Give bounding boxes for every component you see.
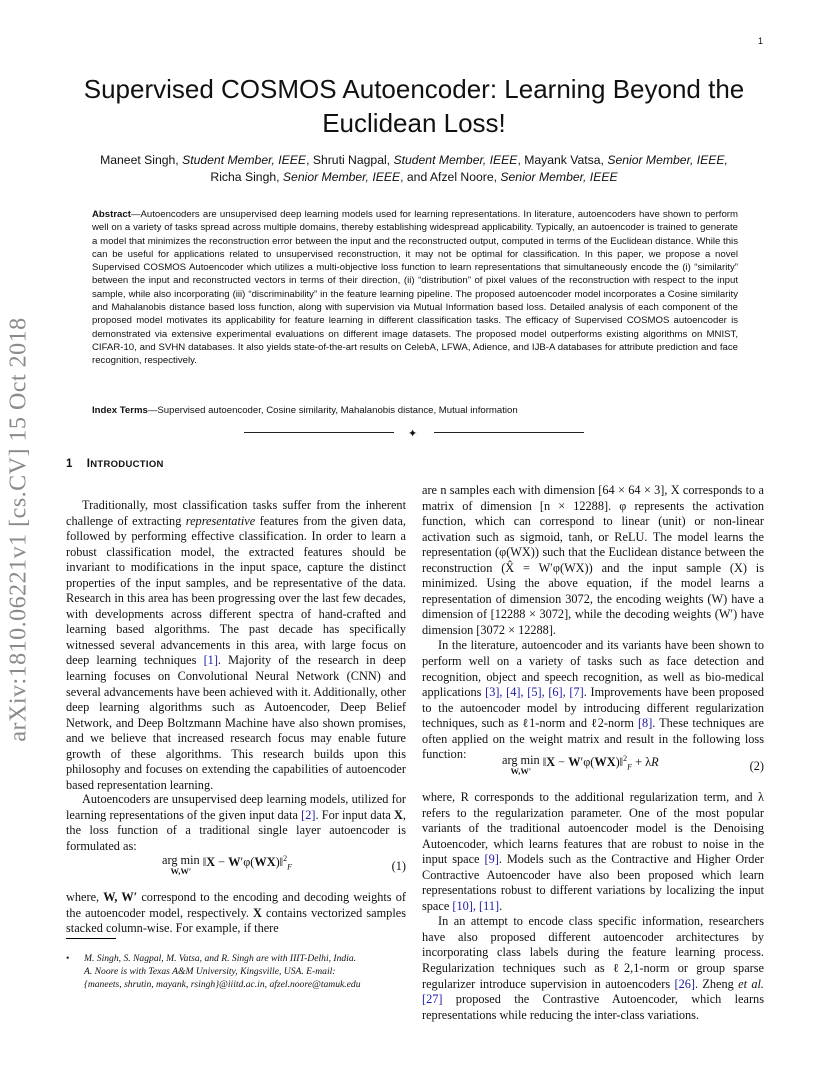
author-name: , Shruti Nagpal, bbox=[306, 153, 394, 167]
text-run: Autoencoders are unsupervised deep learning models, utilized for learning representations of the given input data bbox=[66, 792, 406, 822]
citation-link[interactable]: [2] bbox=[301, 807, 316, 822]
left-column-paragraph-1 bbox=[66, 498, 406, 793]
index-terms-text: —Supervised autoencoder, Cosine similarity, Mahalanobis distance, Mutual information bbox=[147, 405, 518, 416]
left-column-paragraph-2 bbox=[66, 792, 406, 854]
page-number: 1 bbox=[758, 36, 764, 46]
citation-link[interactable]: [8] bbox=[637, 716, 653, 731]
bullet-icon: • bbox=[66, 953, 70, 964]
equation-body: arg min W,W′ ‖X − W′φ(WX)‖$^2_F$ bbox=[162, 853, 293, 876]
right-column-paragraph-2 bbox=[422, 790, 764, 1023]
author-role: Student Member, IEEE bbox=[393, 153, 518, 167]
text-run: proposed the Contrastive Autoencoder, which learns representations while reducing the inter-class variations. bbox=[422, 992, 764, 1022]
arxiv-stamp: arXiv:1810.06221v1 [cs.CV] 15 Oct 2018 bbox=[5, 317, 32, 742]
text-run: features from the given data, followed by performing effective classification. In order to learn a robust classification model, the extracted features should be invariant to modifications in the input space, capture the distinct properties of the input samples, and be representative of the data. Research in this area has been progressing over the last few decades, with developments across different spectra of hand-crafted and learning based algorithms. The past decade has specifically witnessed several advancements in this area, with large focus on deep learning techniques bbox=[66, 513, 406, 668]
text-run: Traditionally, most classification tasks suffer from the inherent challenge of extracting bbox=[66, 498, 406, 528]
equation-body: arg min W,W′ ‖X − W′φ(WX)‖$^2_F$ + λR bbox=[502, 753, 659, 776]
section-heading bbox=[66, 458, 164, 470]
text-run: , the loss function of a traditional single layer autoencoder is formulated as: bbox=[66, 807, 406, 853]
separator-line-right bbox=[434, 432, 584, 433]
paper-title: Supervised COSMOS Autoencoder: Learning Beyond the Euclidean Loss! bbox=[83, 74, 745, 138]
abstract-label: Abstract bbox=[92, 209, 131, 220]
equation-1 bbox=[66, 855, 406, 887]
text-run: contains vectorized samples stacked column-wise. For example, if there bbox=[66, 905, 406, 936]
author-role: Senior Member, IEEE bbox=[282, 170, 401, 184]
equation-number: (2) bbox=[749, 759, 764, 773]
author-name: Maneet Singh, bbox=[100, 153, 183, 167]
author-role: Senior Member, IEEE, bbox=[607, 153, 728, 167]
citation-link[interactable]: [3], [4], [5], [6], [7] bbox=[485, 685, 584, 700]
footnote-line: {maneets, shrutin, mayank, rsingh}@iiitd.ac.in, afzel.noore@tamuk.edu bbox=[84, 979, 361, 991]
section-title-rest: NTRODUCTION bbox=[90, 459, 164, 470]
right-column-paragraph-1 bbox=[422, 483, 764, 763]
footnote-rule bbox=[66, 938, 116, 939]
text-run: In the literature, autoencoder and its variants have been shown to perform well on a variety of tasks such as face detection and recognition, object and speech recognition, as well as bio-medical applications bbox=[422, 638, 764, 700]
math-symbol: X bbox=[253, 905, 262, 920]
index-terms-label: Index Terms bbox=[92, 405, 148, 416]
text-run: where, R corresponds to the additional regularization term, and λ refers to the regularization parameter. One of the most popular variants of the traditional autoencoder model is the Denoising Autoencoder, which learns features that are robust to noise in the input space bbox=[422, 790, 764, 867]
citation-link[interactable]: [1] bbox=[203, 653, 218, 668]
footnote bbox=[66, 952, 406, 992]
math-symbol: X bbox=[394, 807, 403, 822]
text-run: . Zheng bbox=[694, 976, 739, 991]
text-run: . Models such as the Contractive and Higher Order Contractive Autoencoder have also been proposed which learn representations robust to different variations by localizing the input space bbox=[422, 852, 764, 913]
emphasis: representative bbox=[185, 513, 256, 528]
section-number: 1 bbox=[66, 458, 73, 470]
separator-line-left bbox=[244, 432, 394, 433]
index-terms bbox=[92, 404, 738, 417]
author-role: Student Member, IEEE bbox=[182, 153, 307, 167]
equation-2 bbox=[422, 755, 764, 787]
equation-number: (1) bbox=[391, 859, 406, 873]
text-run: . For input data bbox=[315, 807, 395, 822]
text-run: . Majority of the research in deep learning focuses on Convolutional Neural Network (CNN) and several advancements have been achieved with it. Additionally, other deep learning algorithms such as Autoencoder, Deep Belief Network, and Deep Boltzmann Machine have also shown promises, and we believe that increased research focus may enable future growth of these algorithms. This research builds upon this philosophy and focuses on extending the capabilities of autoencoder based representation learning. bbox=[66, 653, 406, 792]
left-column-paragraph-3 bbox=[66, 890, 406, 937]
emphasis: et al. bbox=[738, 976, 764, 991]
author-name: , and Afzel Noore, bbox=[400, 170, 501, 184]
section-separator bbox=[244, 428, 584, 438]
citation-link[interactable]: [10], [11] bbox=[452, 898, 500, 913]
text-run: . bbox=[499, 898, 503, 913]
section-title-initial: I bbox=[86, 458, 91, 470]
citation-link[interactable]: [9] bbox=[484, 852, 499, 867]
abstract-text: —Autoencoders are unsupervised deep learning models used for learning representations. In literature, autoencoders have shown to perform well on a variety of tasks spread across multiple domains, thereby establishing widespread applicability. Typically, an autoencoder is trained to generate a model that minimizes the reconstruction error between the input and the reconstructed output, computed in terms of the Euclidean distance. While this can be useful for applications related to unsupervised reconstruction, it may not be optimal for classification. In this paper, we propose a novel Supervised COSMOS Autoencoder which utilizes a multi-objective loss function to learn representations that simultaneously encode the (i) “similarity” between the input and reconstructed vectors in terms of their direction, (ii) “distribution” of pixel values of the reconstruction with respect to the input sample, while also incorporating (iii) “discriminability” in the feature learning pipeline. The proposed autoencoder model incorporates a Cosine similarity and Mahalanobis distance based loss function, along with supervision via Mutual Information based loss. Detailed analysis of each component of the proposed model motivates its applicability for feature learning in different classification tasks. The efficacy of Supervised COSMOS autoencoder is demonstrated via extensive experimental evaluations on different image datasets. The proposed model outperforms existing algorithms on MNIST, CIFAR-10, and SVHN databases. It also yields state-of-the-art results on CelebA, LFWA, Adience, and IJB-A databases for attribute prediction and face recognition, respectively. bbox=[92, 209, 738, 367]
author-list bbox=[56, 152, 772, 186]
diamond-icon: ✦ bbox=[408, 427, 418, 440]
math-symbol: W, W′ bbox=[103, 890, 138, 904]
footnote-line: M. Singh, S. Nagpal, M. Vatsa, and R. Singh are with IIIT-Delhi, India. bbox=[84, 953, 357, 964]
author-name: Richa Singh, bbox=[210, 170, 283, 184]
abstract bbox=[92, 208, 738, 368]
citation-link[interactable]: [26] bbox=[674, 976, 695, 991]
footnote-line: A. Noore is with Texas A&M University, Kingsville, USA. E-mail: bbox=[84, 966, 336, 978]
text-run: correspond to the encoding and decoding weights of the autoencoder model, respectively. bbox=[66, 890, 406, 920]
author-role: Senior Member, IEEE bbox=[500, 170, 618, 184]
citation-link[interactable]: [27] bbox=[422, 992, 443, 1007]
text-run: are n samples each with dimension [64 × 64 × 3], X corresponds to a matrix of dimension [n × 12288]. φ represents the activation function, which can correspond to linear (unit) or non-linear activation such as sigmoid, tanh, or ReLU. The model learns the representation (φ(WX)) such that the Euclidean distance between the reconstruction (X̂ = W′φ(WX)) and the input sample (X) is minimized. Using the above equation, if the model learns a representation of dimension 3072, the encoding weights (W) have a dimension of [12288 × 3072], while the decoding weights (W′) have dimension [3072 × 12288]. bbox=[422, 483, 764, 637]
author-name: , Mayank Vatsa, bbox=[517, 153, 608, 167]
text-run: In an attempt to encode class specific information, researchers have also proposed different autoencoder architectures by incorporating class labels during the feature learning process. Regularization techniques such as ℓ2,1-norm or group sparse regularizer introduce supervision in autoencoders bbox=[422, 914, 764, 991]
text-run: . These techniques are often applied on the weight matrix and result in the following loss function: bbox=[422, 716, 764, 762]
text-run: where, bbox=[66, 890, 104, 904]
text-run: . Improvements have been proposed to the autoencoder model by introducing different regularization techniques, such as ℓ1-norm and ℓ2-norm bbox=[422, 685, 764, 731]
